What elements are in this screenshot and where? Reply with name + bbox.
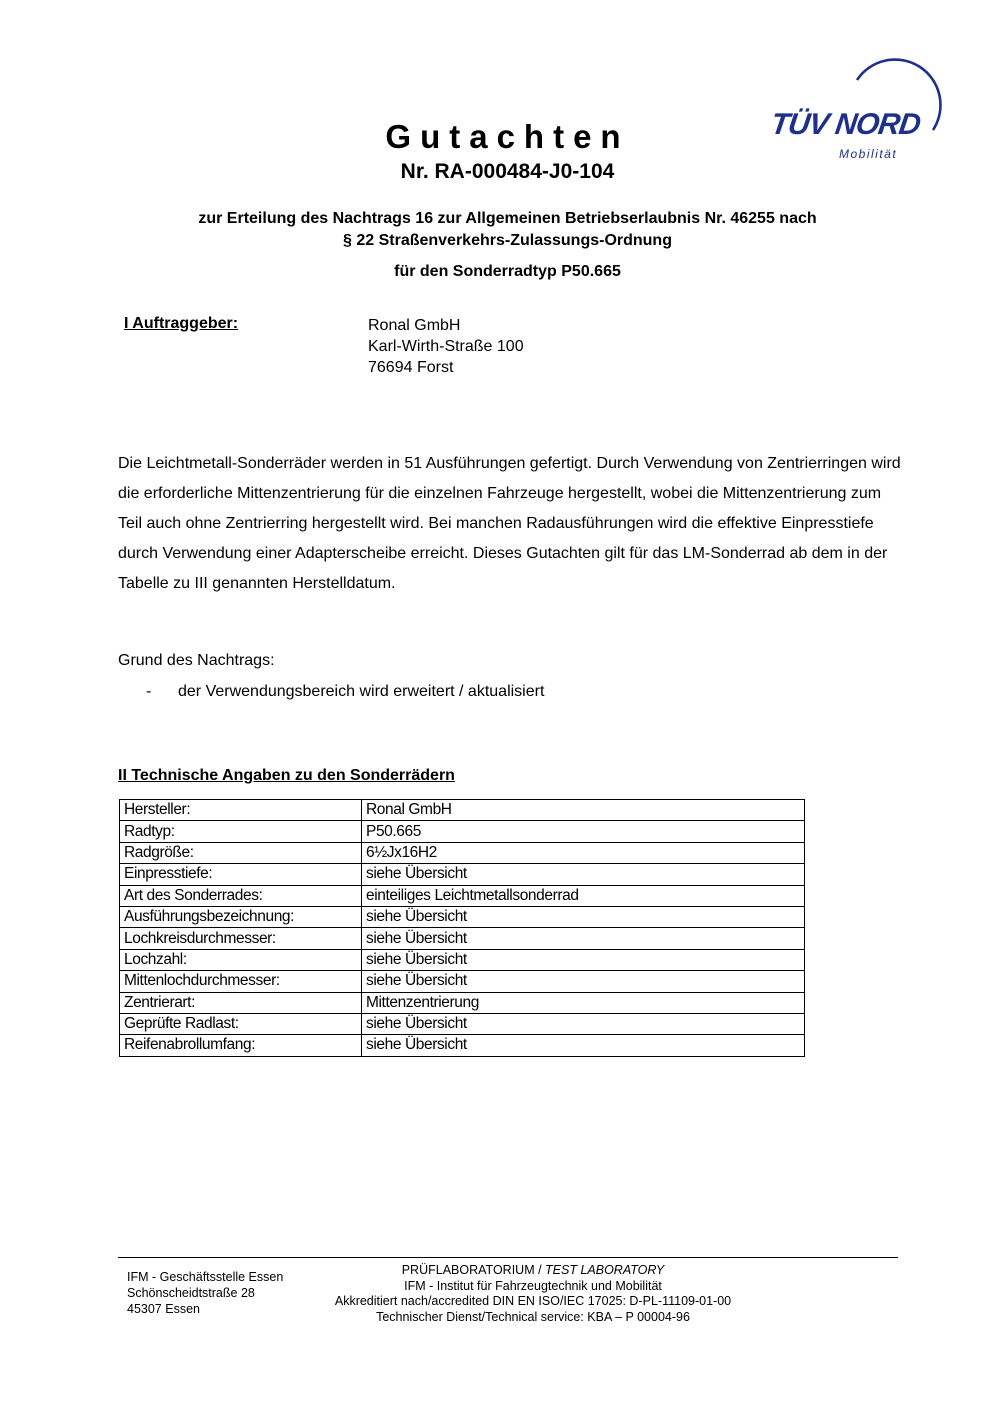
footer-lab-info bbox=[280, 1263, 786, 1325]
table-cell-key: Ausführungsbezeichnung: bbox=[120, 906, 362, 927]
logo-sub: Mobilität bbox=[839, 147, 898, 161]
footer-lab-title-en: TEST LABORATORY bbox=[545, 1263, 665, 1277]
table-cell-key: Reifenabrollumfang: bbox=[120, 1035, 362, 1056]
table-cell-key: Radgröße: bbox=[120, 842, 362, 863]
table-row bbox=[120, 928, 805, 949]
table-cell-value: siehe Übersicht bbox=[362, 949, 805, 970]
table-cell-key: Hersteller: bbox=[120, 800, 362, 821]
footer-office: IFM - Geschäftsstelle Essen bbox=[127, 1270, 284, 1284]
table-cell-value: 6½Jx16H2 bbox=[362, 842, 805, 863]
table-cell-key: Lochkreisdurchmesser: bbox=[120, 928, 362, 949]
table-cell-value: Mittenzentrierung bbox=[362, 992, 805, 1013]
table-cell-key: Lochzahl: bbox=[120, 949, 362, 970]
reason-heading: Grund des Nachtrags: bbox=[118, 652, 275, 669]
client-label: I Auftraggeber: bbox=[124, 315, 239, 332]
table-row bbox=[120, 821, 805, 842]
technical-table bbox=[119, 799, 805, 1057]
technical-heading: II Technische Angaben zu den Sonderrädern bbox=[118, 767, 455, 784]
table-row bbox=[120, 992, 805, 1013]
list-dash: - bbox=[146, 683, 152, 700]
table-cell-value: siehe Übersicht bbox=[362, 1013, 805, 1034]
table-row bbox=[120, 949, 805, 970]
table-row bbox=[120, 800, 805, 821]
client-city: 76694 Forst bbox=[368, 359, 454, 376]
table-row bbox=[120, 842, 805, 863]
footer-lab-title-de: PRÜFLABORATORIUM / bbox=[401, 1263, 546, 1277]
table-cell-value: einteiliges Leichtmetallsonderrad bbox=[362, 885, 805, 906]
footer-street: Schönscheidtstraße 28 bbox=[127, 1286, 255, 1300]
subtitle-line-1: zur Erteilung des Nachtrags 16 zur Allgemeinen Betriebserlaubnis Nr. 46255 nach bbox=[198, 210, 817, 227]
client-street: Karl-Wirth-Straße 100 bbox=[368, 338, 524, 355]
table-cell-value: siehe Übersicht bbox=[362, 1035, 805, 1056]
table-row bbox=[120, 1035, 805, 1056]
footer-technical-service: Technischer Dienst/Technical service: KBA – P 00004-96 bbox=[376, 1309, 690, 1324]
document-number: Nr. RA-000484-J0-104 bbox=[400, 160, 615, 183]
reason-item bbox=[146, 683, 544, 701]
footer-divider bbox=[118, 1257, 898, 1258]
table-cell-value: P50.665 bbox=[362, 821, 805, 842]
footer-institute: IFM - Institut für Fahrzeugtechnik und Mobilität bbox=[404, 1278, 662, 1293]
table-cell-key: Zentrierart: bbox=[120, 992, 362, 1013]
table-row bbox=[120, 864, 805, 885]
subtitle-line-3: für den Sonderradtyp P50.665 bbox=[394, 263, 621, 280]
reason-item-text: der Verwendungsbereich wird erweitert / aktualisiert bbox=[178, 683, 545, 700]
table-row bbox=[120, 885, 805, 906]
table-row bbox=[120, 971, 805, 992]
table-row bbox=[120, 1013, 805, 1034]
client-name: Ronal GmbH bbox=[368, 317, 461, 334]
table-cell-value: siehe Übersicht bbox=[362, 971, 805, 992]
subtitle-line-2: § 22 Straßenverkehrs-Zulassungs-Ordnung bbox=[343, 232, 672, 249]
footer-address bbox=[127, 1269, 283, 1317]
table-cell-value: siehe Übersicht bbox=[362, 906, 805, 927]
footer-city: 45307 Essen bbox=[127, 1302, 200, 1316]
table-row bbox=[120, 906, 805, 927]
footer-lab-title bbox=[280, 1263, 786, 1279]
footer-accreditation: Akkreditiert nach/accredited DIN EN ISO/IEC 17025: D-PL-11109-01-00 bbox=[334, 1294, 732, 1308]
table-cell-key: Radtyp: bbox=[120, 821, 362, 842]
client-address bbox=[368, 315, 524, 378]
table-cell-key: Einpresstiefe: bbox=[120, 864, 362, 885]
table-cell-key: Art des Sonderrades: bbox=[120, 885, 362, 906]
logo-word: TÜV NORD bbox=[768, 108, 923, 141]
table-cell-key: Geprüfte Radlast: bbox=[120, 1013, 362, 1034]
table-cell-value: siehe Übersicht bbox=[362, 864, 805, 885]
table-cell-value: Ronal GmbH bbox=[362, 800, 805, 821]
table-cell-key: Mittenlochdurchmesser: bbox=[120, 971, 362, 992]
description-paragraph: Die Leichtmetall-Sonderräder werden in 51 Ausführungen gefertigt. Durch Verwendung von Zentrierringen wird die erforderliche Mittenzentrierung für die einzelnen Fahrzeuge hergestellt, wobei die Mittenzentrierung zum Teil auch ohne Zentrierring hergestellt wird. Bei manchen Radausführungen wird die effektive Einpresstiefe durch Verwendung einer Adapterscheibe erreicht. Dieses Gutachten gilt für das LM-Sonderrad ab dem in der Tabelle zu III genannten Herstelldatum. bbox=[118, 455, 901, 592]
table-cell-value: siehe Übersicht bbox=[362, 928, 805, 949]
tuv-nord-logo bbox=[765, 58, 945, 168]
document-title: Gutachten bbox=[385, 118, 630, 155]
